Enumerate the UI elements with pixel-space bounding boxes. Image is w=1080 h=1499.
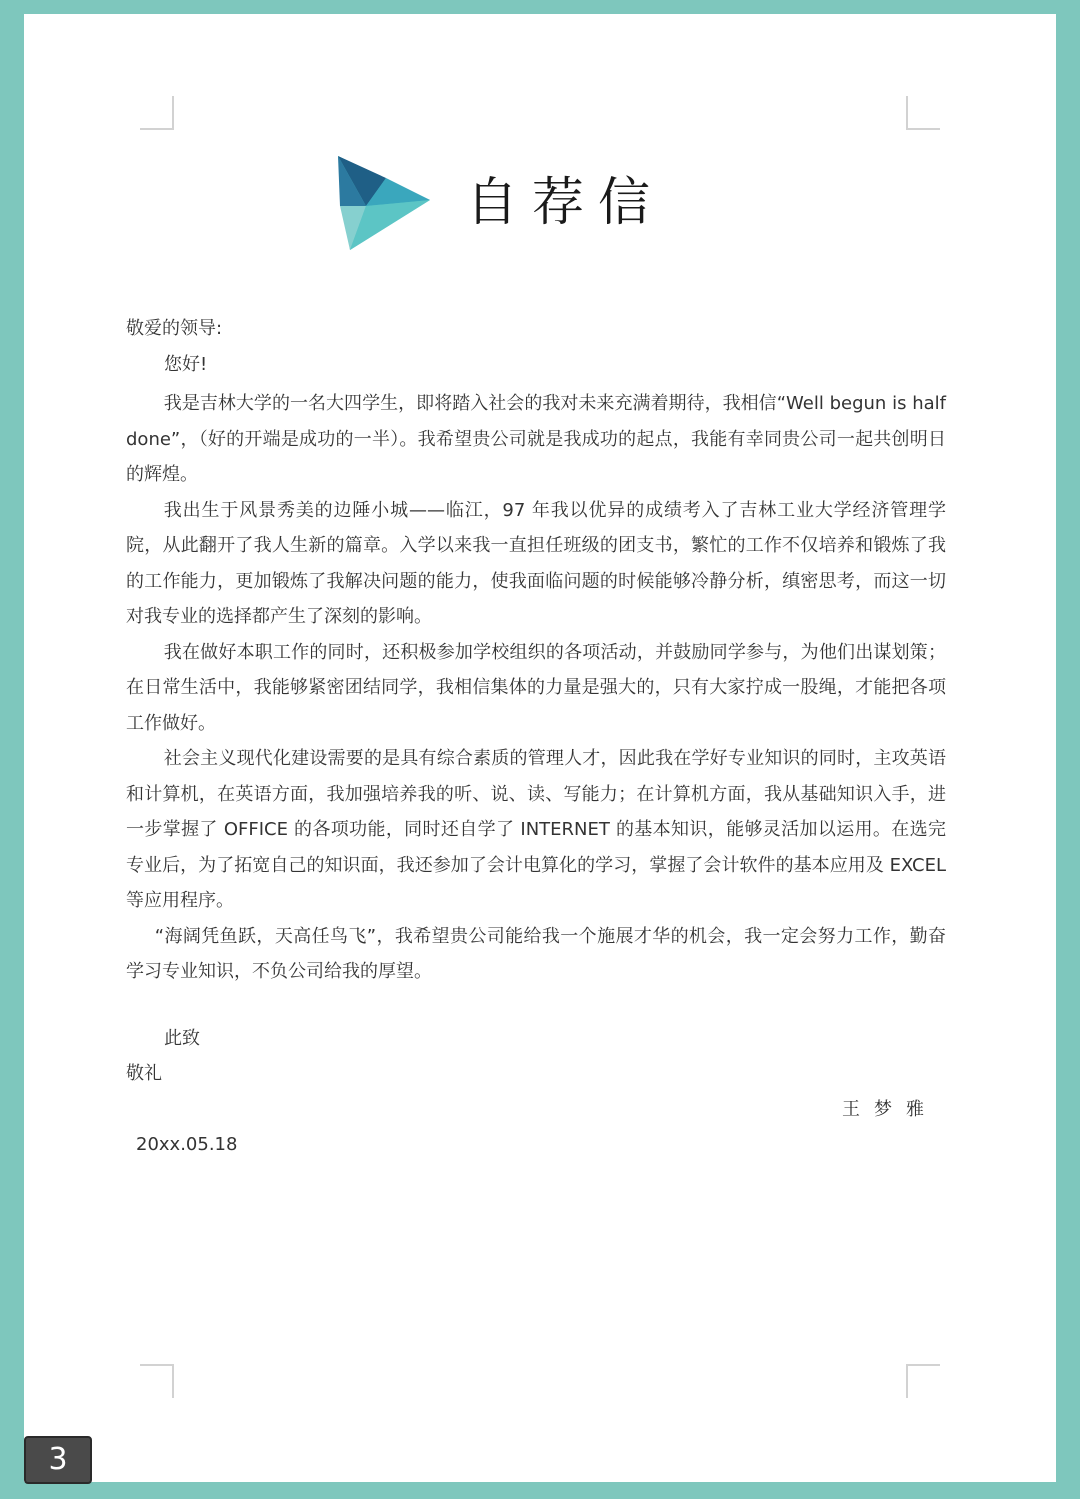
crop-mark-top-right bbox=[906, 96, 940, 130]
closing-phrase: 此致 bbox=[164, 1028, 200, 1049]
letter-date: 20xx.05.18 bbox=[136, 1134, 238, 1155]
crop-mark-bottom-right bbox=[906, 1364, 940, 1398]
greeting: 您好! bbox=[164, 354, 208, 375]
document-page bbox=[24, 14, 1056, 1482]
body-paragraph: 社会主义现代化建设需要的是具有综合素质的管理人才，因此我在学好专业知识的同时，主攻英语和计算机，在英语方面，我加强培养我的听、说、读、写能力；在计算机方面，我从基础知识入手，进一步掌握了 OFFICE 的各项功能，同时还自学了 INTERNET 的基本知识，能够灵活加以运用。在选完专业后，为了拓宽自己的知识面，我还参加了会计电算化的学习，掌握了会计软件的基本应用及 EXCEL 等应用程序。 bbox=[126, 748, 946, 911]
crop-mark-bottom-left bbox=[140, 1364, 174, 1398]
body-paragraph: “海阔凭鱼跃，天高任鸟飞”，我希望贵公司能给我一个施展才华的机会，我一定会努力工作，勤奋学习专业知识，不负公司给我的厚望。 bbox=[126, 925, 946, 982]
closing-salute: 敬礼 bbox=[126, 1063, 162, 1084]
page-number-badge: 3 bbox=[24, 1436, 92, 1484]
signature: 王梦雅 bbox=[842, 1099, 938, 1120]
letter-title: 自荐信 bbox=[466, 173, 665, 233]
salutation: 敬爱的领导: bbox=[126, 318, 223, 339]
body-paragraph: 我出生于风景秀美的边陲小城——临江，97 年我以优异的成绩考入了吉林工业大学经济管理学院，从此翻开了我人生新的篇章。入学以来我一直担任班级的团支书，繁忙的工作不仅培养和锻炼了我的工作能力，更加锻炼了我解决问题的能力，使我面临问题的时候能够冷静分析，缜密思考，而这一切对我专业的选择都产生了深刻的影响。 bbox=[126, 499, 946, 627]
play-triangle-logo-icon bbox=[336, 154, 436, 254]
letter-body bbox=[126, 386, 946, 990]
crop-mark-top-left bbox=[140, 96, 174, 130]
body-paragraph: 我在做好本职工作的同时，还积极参加学校组织的各项活动，并鼓励同学参与，为他们出谋划策；在日常生活中，我能够紧密团结同学，我相信集体的力量是强大的，只有大家拧成一股绳，才能把各项工作做好。 bbox=[126, 641, 946, 734]
body-paragraph: 我是吉林大学的一名大四学生，即将踏入社会的我对未来充满着期待，我相信“Well begun is half done”，（好的开端是成功的一半）。我希望贵公司就是我成功的起点，我能有幸同贵公司一起共创明日的辉煌。 bbox=[126, 393, 946, 485]
